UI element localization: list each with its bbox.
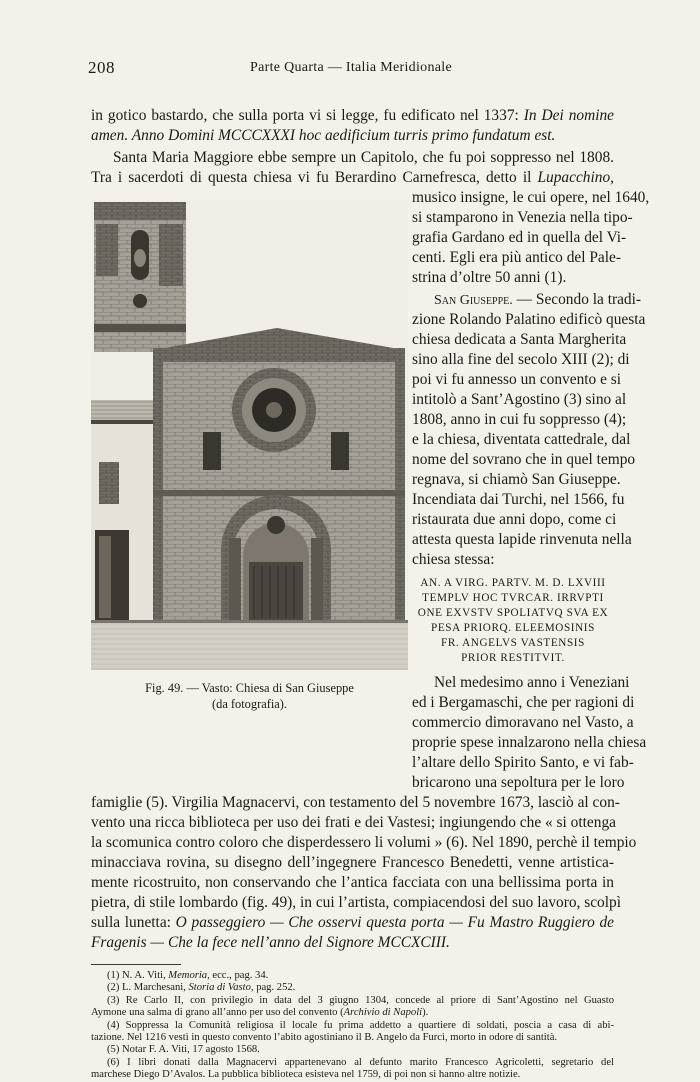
text-line: si stamparono in Venezia nella tipo- [412, 209, 633, 226]
text-line: commercio dimoravano nel Vasto, a [412, 714, 634, 731]
text-line: chiesa stessa: [412, 551, 495, 568]
footnote: (5) Notar F. A. Viti, 17 agosto 1568. [107, 1044, 260, 1056]
footnote: marchese Diego D’Avalos. La pubblica biblioteca esisteva nel 1759, di poi non si hanno altre notizie. [91, 1069, 521, 1081]
text-line: sino alla fine del secolo XIII (2); di [412, 351, 630, 368]
figure-caption: Fig. 49. — Vasto: Chiesa di San Giuseppe [145, 681, 354, 695]
text-line: centi. Egli era più antico del Pale- [412, 249, 621, 266]
text-line: Fragenis — Che la fece nell’anno del Signore MCCXCIII. [91, 934, 450, 951]
text-line: famiglie (5). Virgilia Magnacervi, con testamento del 5 novembre 1673, lasciò al con- [91, 794, 620, 811]
text-line: attesta questa lapide rinvenuta nella [412, 531, 632, 548]
text-line: zione Rolando Palatino edificò questa [412, 311, 646, 328]
text-line: e la chiesa, diventata cattedrale, dal [412, 431, 631, 448]
footnote: (6) I libri donati dalla Magnacervi appartenevano al defunto marito Francesco Agricoletti, segretario del [107, 1056, 614, 1068]
footnote: (2) L. Marchesani, Storia di Vasto, pag. 252. [107, 982, 296, 994]
footnote: (3) Re Carlo II, con privilegio in data del 3 giugno 1304, concede al priore di Sant’Agostino nel Guasto [107, 994, 614, 1006]
page-number: 208 [88, 58, 115, 77]
inscription-line: ONE EXVSTV SPOLIATVQ SVA EX [417, 607, 609, 619]
text-line: ed i Bergamaschi, che per ragioni di [412, 694, 635, 711]
text-line: Incendiata dai Turchi, nel 1566, fu [412, 491, 625, 508]
text-line: regnava, si chiamò San Giuseppe. [412, 471, 621, 488]
text-line: sulla lunetta: O passeggiero — Che osservi questa porta — Fu Mastro Ruggiero de [91, 914, 615, 931]
text-line: poi vi fu annesso un convento e si [412, 371, 622, 388]
text-line: San Giuseppe. — Secondo la tradi- [434, 291, 642, 308]
text-line: intitolò a Sant’Agostino (3) sino al [412, 391, 627, 408]
footnote: tazione. Nel 1216 vestì in questo convento l’abito agostiniano il B. Angelo da Furci, morto in odore di santità. [91, 1032, 558, 1043]
text-line: bricarono una sepoltura per le loro [412, 774, 625, 791]
text-line: vento una ricca biblioteca per uso dei frati e dei Vastesi; ingiungendo che « si ottenga [91, 814, 616, 831]
page-header [88, 58, 614, 80]
text-line: musico insigne, le cui opere, nel 1640, [412, 189, 650, 206]
text-line: proprie spese innalzarono nella chiesa [412, 734, 647, 751]
footnote: (4) Soppressa la Comunità religiosa il locale fu prima addetto a quartiere di soldati, poscia a casa di abi- [107, 1019, 614, 1031]
text-line: grafia Gardano ed in quella del Vi- [412, 229, 627, 246]
text-line: ristaurata due anni dopo, come ci [412, 511, 617, 528]
footnote: Aymone una salma di grano all’anno per uso del convento (Archivio di Napoli). [91, 1007, 429, 1019]
text-line: nome del sovrano che in quel tempo [412, 451, 636, 468]
text-line: 1808, anno in cui fu soppresso (4); [412, 411, 627, 428]
inscription-line: PESA PRIORQ. ELEEMOSINIS [431, 622, 595, 634]
inscription-line: PRIOR RESTITVIT. [461, 652, 565, 664]
text-line: Santa Maria Maggiore ebbe sempre un Capitolo, che fu poi soppresso nel 1808. [113, 149, 614, 166]
text-line: Tra i sacerdoti di questa chiesa vi fu Berardino Carnefresca, detto il Lupacchino, [91, 169, 614, 186]
text-line: Nel medesimo anno i Veneziani [434, 674, 630, 691]
text-line: amen. Anno Domini MCCCXXXI hoc aedificium turris primo fundatum est. [91, 127, 556, 144]
section-heading: San Giuseppe. [434, 293, 513, 308]
text-line: pietra, di stile lombardo (fig. 49), in cui l’artista, compiacendosi del suo lavoro, scolpì [91, 894, 621, 911]
running-title: Parte Quarta — Italia Meridionale [250, 60, 452, 75]
footnote: (1) N. A. Viti, Memoria, ecc., pag. 34. [107, 970, 269, 981]
text-line: mente ricostruito, non conservando che l’antica facciata con una bellissima porta in [91, 874, 614, 891]
text-line: la scomunica contro coloro che disperdessero li volumi » (6). Nel 1890, perchè il tempio [91, 834, 637, 851]
text-line: l’altare dello Spirito Santo, e vi fab- [412, 754, 634, 771]
text-line: chiesa dedicata a Santa Margherita [412, 331, 627, 348]
inscription-line: AN. A VIRG. PARTV. M. D. LXVIII [420, 577, 606, 589]
footnote-rule [91, 964, 181, 965]
text-line: strina d’oltre 50 anni (1). [412, 269, 567, 286]
text-line: in gotico bastardo, che sulla porta vi si legge, fu edificato nel 1337: In Dei nomine [91, 107, 614, 124]
inscription-line: TEMPLV HOC TVRCAR. IRRVPTI [422, 592, 604, 604]
text-line: minacciava rovina, su disegno dell’ingegnere Francesco Benedetti, venne artistica- [91, 854, 614, 871]
church-engraving [91, 200, 408, 670]
inscription-line: FR. ANGELVS VASTENSIS [441, 637, 585, 649]
figure-caption-source: (da fotografia). [212, 697, 287, 711]
